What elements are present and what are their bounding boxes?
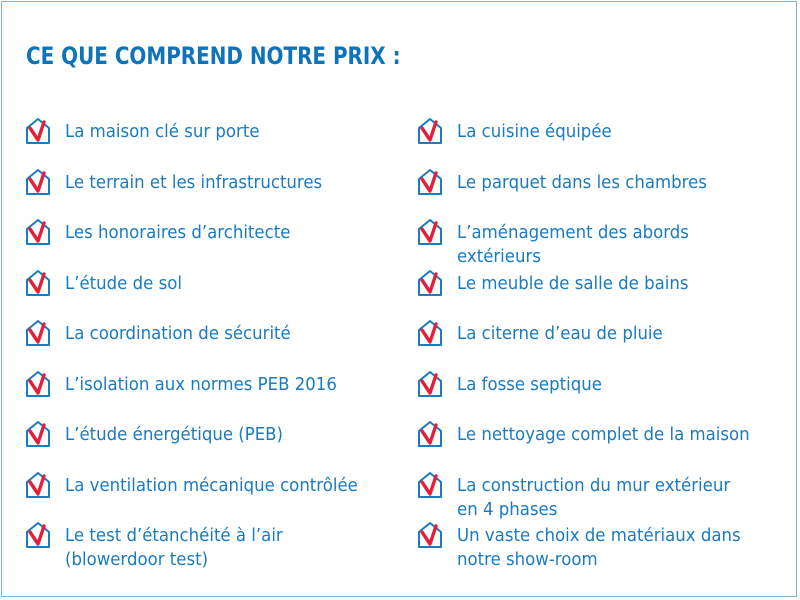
house-check-icon — [23, 167, 53, 197]
house-check-icon — [415, 268, 445, 298]
item-label: L’aménagement des abords extérieurs — [457, 222, 689, 267]
item-label: La coordination de sécurité — [65, 323, 291, 344]
house-check-icon — [415, 167, 445, 197]
list-item — [23, 520, 393, 571]
item-label: La citerne d’eau de pluie — [457, 323, 663, 344]
list-item — [23, 470, 393, 521]
house-check-icon — [415, 116, 445, 146]
list-item — [415, 470, 797, 521]
item-label: L’isolation aux normes PEB 2016 — [65, 373, 337, 395]
list-item — [415, 116, 797, 167]
item-label: Le meuble de salle de bains — [457, 272, 689, 294]
house-check-icon — [23, 419, 53, 449]
house-check-icon — [415, 217, 445, 247]
list-item — [23, 419, 393, 470]
item-label: L’étude énergétique (PEB) — [65, 424, 284, 445]
list-item — [415, 318, 797, 369]
list-item — [415, 419, 797, 470]
house-check-icon — [415, 470, 445, 500]
house-check-icon — [23, 217, 53, 247]
list-item — [23, 167, 393, 218]
list-item — [23, 217, 393, 268]
list-item — [23, 268, 393, 319]
page-title: CE QUE COMPREND NOTRE PRIX : — [26, 42, 401, 70]
item-label: L’étude de sol — [65, 272, 182, 294]
list-item — [415, 217, 797, 268]
house-check-icon — [23, 520, 53, 550]
price-inclusions-panel — [1, 1, 797, 597]
house-check-icon — [23, 369, 53, 399]
house-check-icon — [23, 116, 53, 146]
item-label: La ventilation mécanique contrôlée — [65, 474, 358, 496]
inclusions-list-left — [23, 116, 393, 571]
item-label: Le parquet dans les chambres — [457, 171, 707, 193]
list-item — [23, 369, 393, 420]
item-label: Le test d’étanchéité à l’air (blowerdoor test) — [65, 525, 283, 570]
list-item — [415, 268, 797, 319]
house-check-icon — [23, 268, 53, 298]
list-item — [23, 116, 393, 167]
list-item — [415, 520, 797, 571]
list-item — [23, 318, 393, 369]
house-check-icon — [23, 470, 53, 500]
list-item — [415, 369, 797, 420]
house-check-icon — [415, 369, 445, 399]
item-label: Le terrain et les infrastructures — [65, 171, 323, 193]
list-item — [415, 167, 797, 218]
house-check-icon — [415, 318, 445, 348]
item-label: La maison clé sur porte — [65, 121, 260, 142]
item-label: Les honoraires d’architecte — [65, 222, 291, 243]
house-check-icon — [415, 520, 445, 550]
item-label: La fosse septique — [457, 373, 602, 395]
house-check-icon — [23, 318, 53, 348]
house-check-icon — [415, 419, 445, 449]
item-label: Le nettoyage complet de la maison — [457, 424, 750, 445]
item-label: La construction du mur extérieur en 4 phases — [457, 474, 731, 520]
inclusions-list-right — [415, 116, 797, 571]
item-label: Un vaste choix de matériaux dans notre show-room — [457, 525, 741, 570]
item-label: La cuisine équipée — [457, 121, 612, 142]
